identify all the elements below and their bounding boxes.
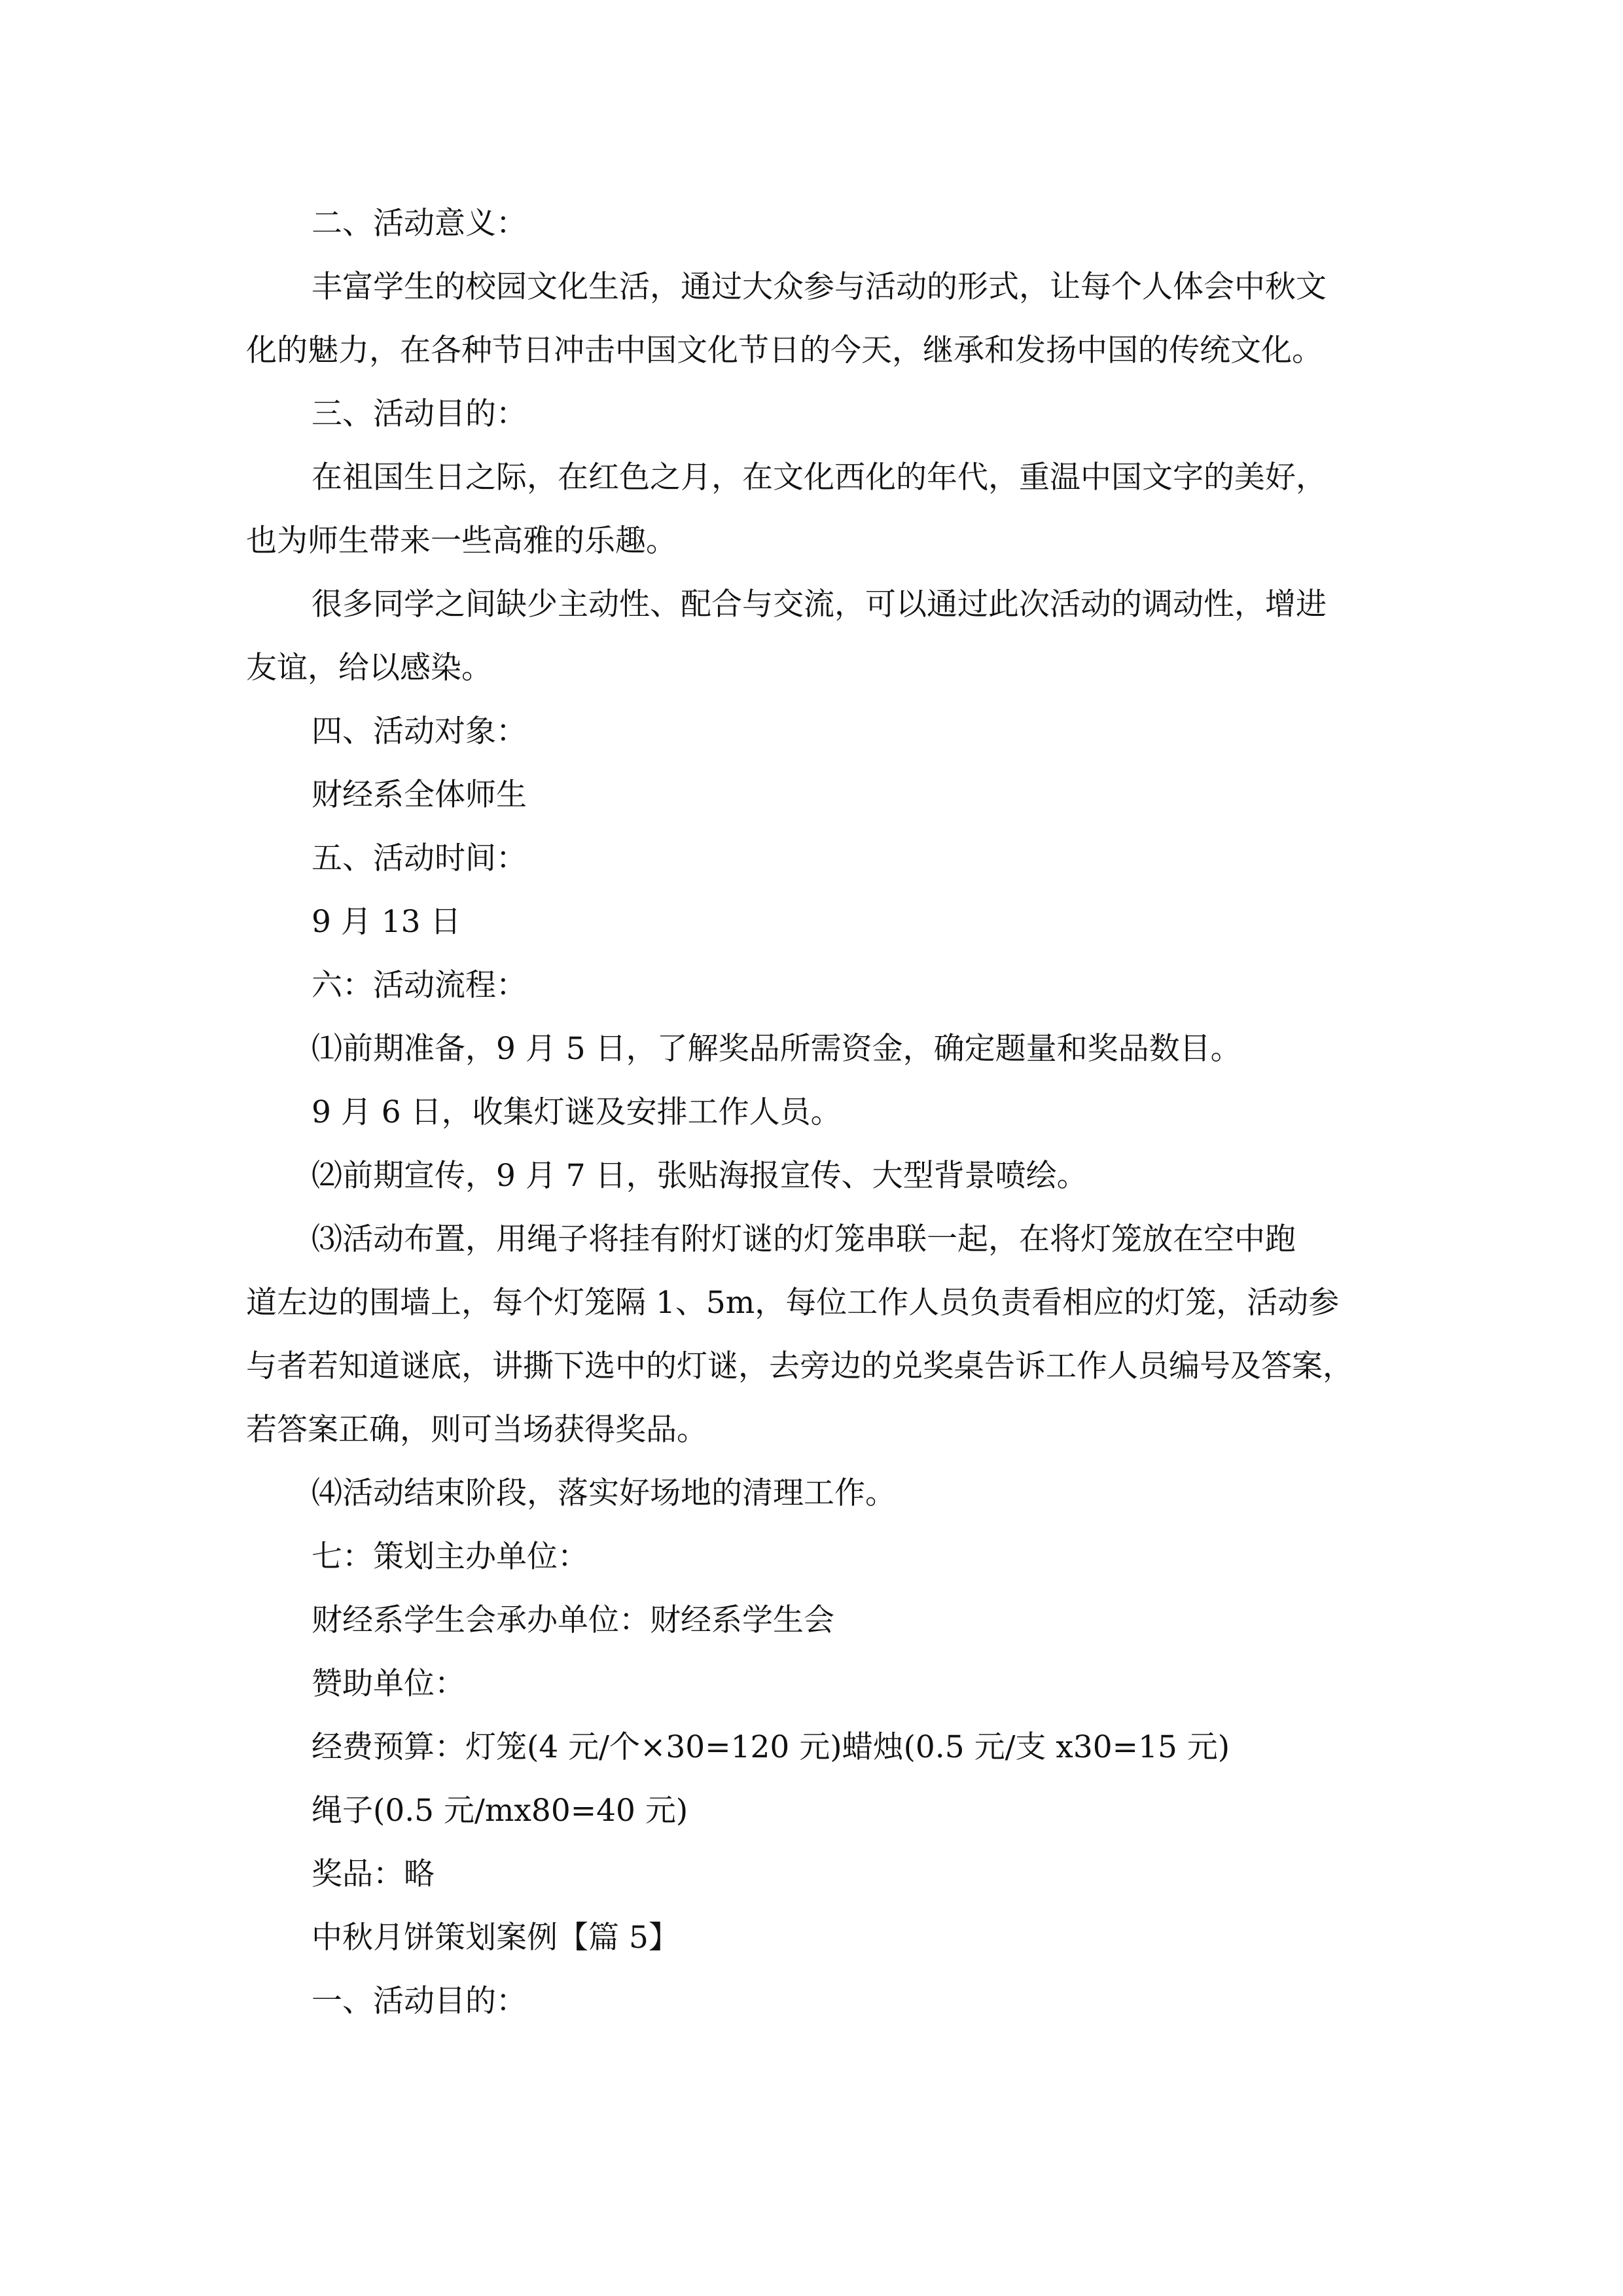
paragraph-line: 在祖国生日之际，在红色之月，在文化西化的年代，重温中国文字的美好， xyxy=(312,459,1327,495)
heading-activity-purpose: 三、活动目的： xyxy=(312,396,527,432)
heading-activity-significance: 二、活动意义： xyxy=(312,206,527,242)
paragraph-line: 也为师生带来一些高雅的乐趣。 xyxy=(246,523,677,559)
paragraph-line: 若答案正确，则可当场获得奖品。 xyxy=(246,1412,707,1448)
section-title-case-5: 中秋月饼策划案例【篇 5】 xyxy=(312,1920,679,1956)
paragraph-line: 很多同学之间缺少主动性、配合与交流，可以通过此次活动的调动性，增进 xyxy=(312,586,1327,622)
paragraph-line: ⑶活动布置，用绳子将挂有附灯谜的灯笼串联一起，在将灯笼放在空中跑 xyxy=(312,1221,1296,1257)
paragraph-line: 赞助单位： xyxy=(312,1666,465,1702)
paragraph-line: 丰富学生的校园文化生活，通过大众参与活动的形式，让每个人体会中秋文 xyxy=(312,269,1327,305)
paragraph-line: 友谊，给以感染。 xyxy=(246,650,492,686)
paragraph-line: ⑴前期准备，9 月 5 日，了解奖品所需资金，确定题量和奖品数目。 xyxy=(312,1031,1241,1067)
paragraph-line: 9 月 13 日 xyxy=(312,904,461,940)
paragraph-line: 经费预算：灯笼(4 元/个×30=120 元)蜡烛(0.5 元/支 x30=15 元) xyxy=(312,1729,1230,1765)
heading-activity-process: 六：活动流程： xyxy=(312,967,527,1003)
paragraph-line: 与者若知道谜底，讲撕下选中的灯谜，去旁边的兑奖桌告诉工作人员编号及答案， xyxy=(246,1348,1353,1384)
heading-activity-purpose: 一、活动目的： xyxy=(312,1983,527,2019)
paragraph-line: 绳子(0.5 元/mx80=40 元) xyxy=(312,1793,688,1829)
heading-activity-target: 四、活动对象： xyxy=(312,713,527,749)
heading-activity-time: 五、活动时间： xyxy=(312,840,527,876)
heading-organizer: 七：策划主办单位： xyxy=(312,1539,588,1575)
paragraph-line: ⑷活动结束阶段，落实好场地的清理工作。 xyxy=(312,1475,896,1511)
paragraph-line: 化的魅力，在各种节日冲击中国文化节日的今天，继承和发扬中国的传统文化。 xyxy=(246,332,1323,368)
paragraph-line: 奖品：略 xyxy=(312,1856,435,1892)
paragraph-line: 道左边的围墙上，每个灯笼隔 1、5m，每位工作人员负责看相应的灯笼，活动参 xyxy=(246,1285,1340,1321)
paragraph-line: ⑵前期宣传，9 月 7 日，张贴海报宣传、大型背景喷绘。 xyxy=(312,1158,1088,1194)
paragraph-line: 财经系全体师生 xyxy=(312,777,527,813)
paragraph-line: 9 月 6 日，收集灯谜及安排工作人员。 xyxy=(312,1094,842,1130)
paragraph-line: 财经系学生会承办单位：财经系学生会 xyxy=(312,1602,834,1638)
